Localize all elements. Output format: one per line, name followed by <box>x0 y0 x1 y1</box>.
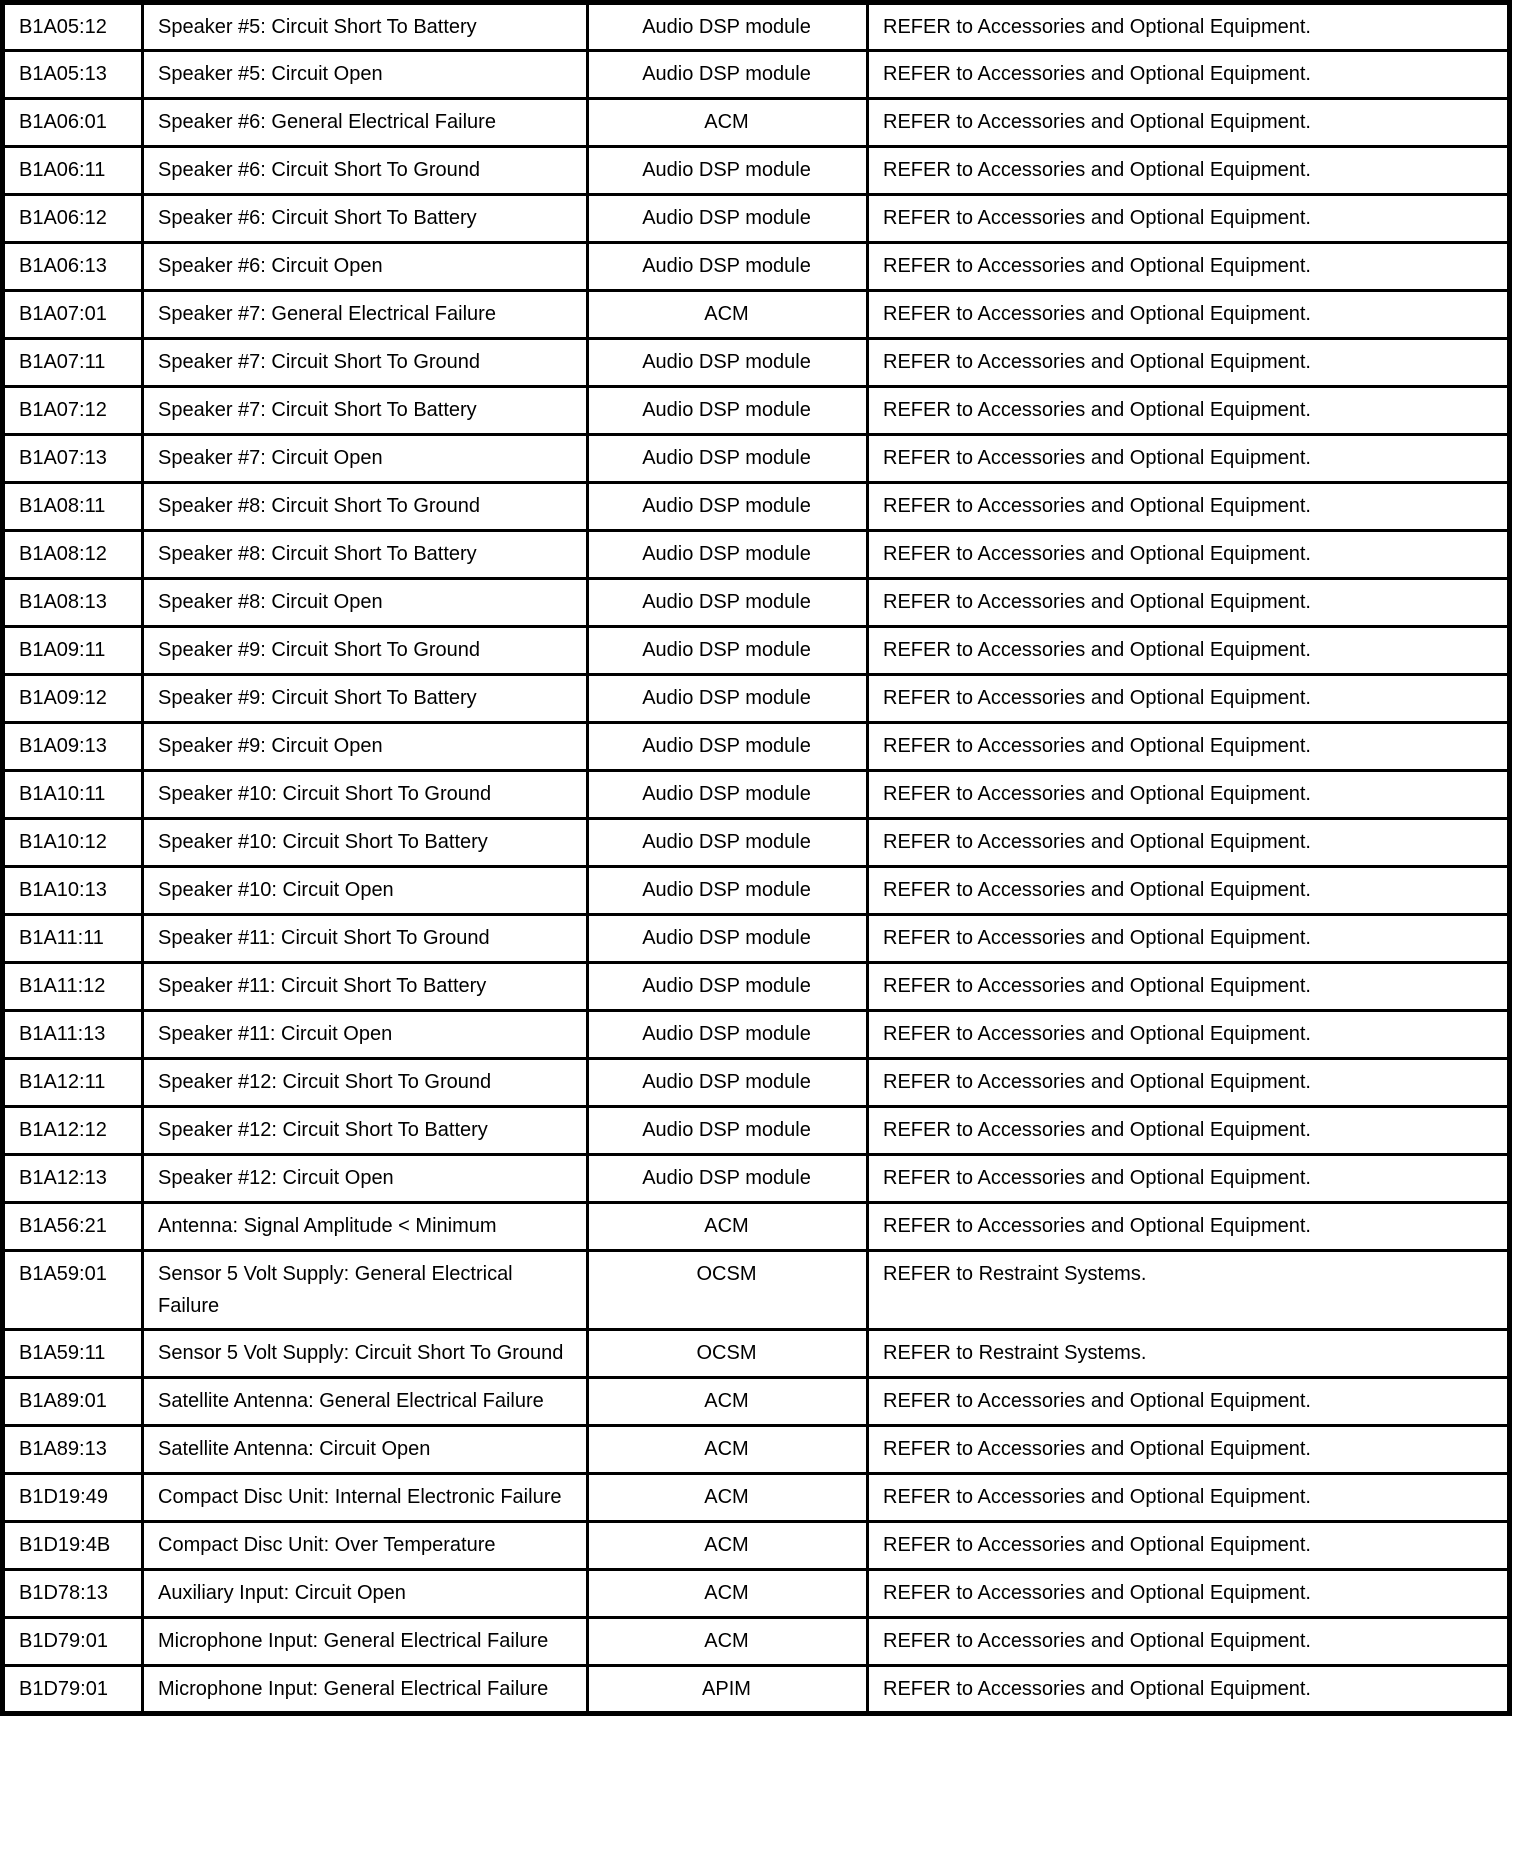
description-cell: Compact Disc Unit: Internal Electronic Failure <box>143 1474 588 1522</box>
description-cell: Speaker #11: Circuit Short To Ground <box>143 915 588 963</box>
code-cell: B1A07:12 <box>3 387 143 435</box>
description-cell: Speaker #7: General Electrical Failure <box>143 291 588 339</box>
table-row <box>3 3 1510 51</box>
table-row <box>3 1330 1510 1378</box>
module-cell: OCSM <box>588 1251 868 1330</box>
action-cell: REFER to Accessories and Optional Equipment. <box>868 1107 1510 1155</box>
table-row <box>3 147 1510 195</box>
code-cell: B1A08:11 <box>3 483 143 531</box>
action-cell: REFER to Accessories and Optional Equipment. <box>868 771 1510 819</box>
action-cell: REFER to Accessories and Optional Equipment. <box>868 579 1510 627</box>
code-cell: B1A06:13 <box>3 243 143 291</box>
description-cell: Speaker #7: Circuit Short To Battery <box>143 387 588 435</box>
table-row <box>3 819 1510 867</box>
module-cell: ACM <box>588 1378 868 1426</box>
table-row <box>3 387 1510 435</box>
description-cell: Speaker #9: Circuit Short To Ground <box>143 627 588 675</box>
code-cell: B1A12:11 <box>3 1059 143 1107</box>
table-row <box>3 1474 1510 1522</box>
table-row <box>3 771 1510 819</box>
action-cell: REFER to Accessories and Optional Equipment. <box>868 1618 1510 1666</box>
description-cell: Compact Disc Unit: Over Temperature <box>143 1522 588 1570</box>
module-cell: Audio DSP module <box>588 675 868 723</box>
code-cell: B1D19:4B <box>3 1522 143 1570</box>
code-cell: B1A11:13 <box>3 1011 143 1059</box>
module-cell: Audio DSP module <box>588 867 868 915</box>
code-cell: B1A09:13 <box>3 723 143 771</box>
description-cell: Speaker #12: Circuit Short To Battery <box>143 1107 588 1155</box>
description-cell: Speaker #6: Circuit Short To Battery <box>143 195 588 243</box>
description-cell: Speaker #10: Circuit Short To Battery <box>143 819 588 867</box>
description-cell: Auxiliary Input: Circuit Open <box>143 1570 588 1618</box>
module-cell: ACM <box>588 1618 868 1666</box>
table-row <box>3 1570 1510 1618</box>
description-cell: Satellite Antenna: General Electrical Failure <box>143 1378 588 1426</box>
action-cell: REFER to Accessories and Optional Equipment. <box>868 1059 1510 1107</box>
module-cell: ACM <box>588 1570 868 1618</box>
module-cell: Audio DSP module <box>588 579 868 627</box>
code-cell: B1D78:13 <box>3 1570 143 1618</box>
module-cell: ACM <box>588 1203 868 1251</box>
code-cell: B1A59:01 <box>3 1251 143 1330</box>
code-cell: B1A07:13 <box>3 435 143 483</box>
table-row <box>3 675 1510 723</box>
table-row <box>3 1107 1510 1155</box>
module-cell: ACM <box>588 291 868 339</box>
action-cell: REFER to Accessories and Optional Equipment. <box>868 963 1510 1011</box>
module-cell: Audio DSP module <box>588 531 868 579</box>
table-row <box>3 51 1510 99</box>
code-cell: B1A05:13 <box>3 51 143 99</box>
code-cell: B1D19:49 <box>3 1474 143 1522</box>
action-cell: REFER to Accessories and Optional Equipment. <box>868 435 1510 483</box>
code-cell: B1A10:13 <box>3 867 143 915</box>
action-cell: REFER to Accessories and Optional Equipment. <box>868 1522 1510 1570</box>
description-cell: Speaker #11: Circuit Open <box>143 1011 588 1059</box>
description-cell: Speaker #12: Circuit Short To Ground <box>143 1059 588 1107</box>
table-row <box>3 531 1510 579</box>
description-cell: Microphone Input: General Electrical Failure <box>143 1618 588 1666</box>
table-row <box>3 99 1510 147</box>
action-cell: REFER to Accessories and Optional Equipment. <box>868 243 1510 291</box>
table-row <box>3 1203 1510 1251</box>
module-cell: Audio DSP module <box>588 1155 868 1203</box>
action-cell: REFER to Restraint Systems. <box>868 1251 1510 1330</box>
module-cell: Audio DSP module <box>588 819 868 867</box>
module-cell: Audio DSP module <box>588 1011 868 1059</box>
table-row <box>3 1522 1510 1570</box>
module-cell: Audio DSP module <box>588 627 868 675</box>
description-cell: Speaker #7: Circuit Short To Ground <box>143 339 588 387</box>
code-cell: B1D79:01 <box>3 1618 143 1666</box>
module-cell: OCSM <box>588 1330 868 1378</box>
action-cell: REFER to Accessories and Optional Equipment. <box>868 1378 1510 1426</box>
description-cell: Sensor 5 Volt Supply: General Electrical Failure <box>143 1251 588 1330</box>
description-cell: Speaker #8: Circuit Open <box>143 579 588 627</box>
code-cell: B1D79:01 <box>3 1666 143 1714</box>
module-cell: Audio DSP module <box>588 963 868 1011</box>
action-cell: REFER to Accessories and Optional Equipment. <box>868 1570 1510 1618</box>
description-cell: Microphone Input: General Electrical Failure <box>143 1666 588 1714</box>
table-row <box>3 1011 1510 1059</box>
code-cell: B1A06:11 <box>3 147 143 195</box>
table-row <box>3 579 1510 627</box>
action-cell: REFER to Accessories and Optional Equipment. <box>868 51 1510 99</box>
action-cell: REFER to Accessories and Optional Equipment. <box>868 339 1510 387</box>
table-row <box>3 1378 1510 1426</box>
module-cell: Audio DSP module <box>588 195 868 243</box>
table-row <box>3 1666 1510 1714</box>
description-cell: Speaker #8: Circuit Short To Ground <box>143 483 588 531</box>
description-cell: Speaker #5: Circuit Short To Battery <box>143 3 588 51</box>
description-cell: Satellite Antenna: Circuit Open <box>143 1426 588 1474</box>
table-row <box>3 291 1510 339</box>
code-cell: B1A59:11 <box>3 1330 143 1378</box>
description-cell: Speaker #6: General Electrical Failure <box>143 99 588 147</box>
code-cell: B1A05:12 <box>3 3 143 51</box>
table-row <box>3 627 1510 675</box>
action-cell: REFER to Accessories and Optional Equipment. <box>868 531 1510 579</box>
module-cell: Audio DSP module <box>588 771 868 819</box>
action-cell: REFER to Accessories and Optional Equipment. <box>868 915 1510 963</box>
module-cell: Audio DSP module <box>588 339 868 387</box>
module-cell: Audio DSP module <box>588 1059 868 1107</box>
table-row <box>3 723 1510 771</box>
action-cell: REFER to Accessories and Optional Equipment. <box>868 147 1510 195</box>
description-cell: Speaker #10: Circuit Short To Ground <box>143 771 588 819</box>
description-cell: Speaker #8: Circuit Short To Battery <box>143 531 588 579</box>
code-cell: B1A11:12 <box>3 963 143 1011</box>
action-cell: REFER to Accessories and Optional Equipment. <box>868 1426 1510 1474</box>
description-cell: Speaker #12: Circuit Open <box>143 1155 588 1203</box>
module-cell: Audio DSP module <box>588 435 868 483</box>
code-cell: B1A89:01 <box>3 1378 143 1426</box>
action-cell: REFER to Accessories and Optional Equipment. <box>868 291 1510 339</box>
table-row <box>3 1155 1510 1203</box>
table-row <box>3 1618 1510 1666</box>
module-cell: Audio DSP module <box>588 723 868 771</box>
table-row <box>3 1426 1510 1474</box>
description-cell: Speaker #9: Circuit Open <box>143 723 588 771</box>
code-cell: B1A06:12 <box>3 195 143 243</box>
table-row <box>3 339 1510 387</box>
table-row <box>3 195 1510 243</box>
description-cell: Speaker #11: Circuit Short To Battery <box>143 963 588 1011</box>
description-cell: Speaker #7: Circuit Open <box>143 435 588 483</box>
module-cell: ACM <box>588 1522 868 1570</box>
action-cell: REFER to Accessories and Optional Equipment. <box>868 195 1510 243</box>
description-cell: Speaker #5: Circuit Open <box>143 51 588 99</box>
action-cell: REFER to Accessories and Optional Equipment. <box>868 1011 1510 1059</box>
table-row <box>3 1059 1510 1107</box>
code-cell: B1A08:13 <box>3 579 143 627</box>
action-cell: REFER to Accessories and Optional Equipment. <box>868 3 1510 51</box>
code-cell: B1A10:11 <box>3 771 143 819</box>
module-cell: Audio DSP module <box>588 147 868 195</box>
module-cell: Audio DSP module <box>588 387 868 435</box>
dtc-table-body <box>3 3 1510 1714</box>
table-row <box>3 963 1510 1011</box>
code-cell: B1A07:01 <box>3 291 143 339</box>
module-cell: Audio DSP module <box>588 3 868 51</box>
table-row <box>3 243 1510 291</box>
action-cell: REFER to Accessories and Optional Equipment. <box>868 483 1510 531</box>
table-row <box>3 915 1510 963</box>
code-cell: B1A08:12 <box>3 531 143 579</box>
action-cell: REFER to Accessories and Optional Equipment. <box>868 675 1510 723</box>
module-cell: Audio DSP module <box>588 915 868 963</box>
code-cell: B1A11:11 <box>3 915 143 963</box>
action-cell: REFER to Accessories and Optional Equipment. <box>868 1155 1510 1203</box>
module-cell: Audio DSP module <box>588 483 868 531</box>
table-row <box>3 867 1510 915</box>
description-cell: Speaker #9: Circuit Short To Battery <box>143 675 588 723</box>
description-cell: Speaker #10: Circuit Open <box>143 867 588 915</box>
module-cell: ACM <box>588 99 868 147</box>
code-cell: B1A06:01 <box>3 99 143 147</box>
module-cell: Audio DSP module <box>588 51 868 99</box>
action-cell: REFER to Accessories and Optional Equipment. <box>868 819 1510 867</box>
action-cell: REFER to Accessories and Optional Equipment. <box>868 1203 1510 1251</box>
table-row <box>3 483 1510 531</box>
code-cell: B1A10:12 <box>3 819 143 867</box>
description-cell: Antenna: Signal Amplitude < Minimum <box>143 1203 588 1251</box>
module-cell: ACM <box>588 1474 868 1522</box>
action-cell: REFER to Accessories and Optional Equipment. <box>868 867 1510 915</box>
module-cell: ACM <box>588 1426 868 1474</box>
action-cell: REFER to Accessories and Optional Equipment. <box>868 1474 1510 1522</box>
action-cell: REFER to Accessories and Optional Equipment. <box>868 1666 1510 1714</box>
table-row <box>3 435 1510 483</box>
code-cell: B1A12:12 <box>3 1107 143 1155</box>
action-cell: REFER to Accessories and Optional Equipment. <box>868 627 1510 675</box>
module-cell: Audio DSP module <box>588 243 868 291</box>
module-cell: Audio DSP module <box>588 1107 868 1155</box>
code-cell: B1A07:11 <box>3 339 143 387</box>
description-cell: Speaker #6: Circuit Open <box>143 243 588 291</box>
action-cell: REFER to Accessories and Optional Equipment. <box>868 99 1510 147</box>
code-cell: B1A09:12 <box>3 675 143 723</box>
code-cell: B1A09:11 <box>3 627 143 675</box>
code-cell: B1A89:13 <box>3 1426 143 1474</box>
description-cell: Speaker #6: Circuit Short To Ground <box>143 147 588 195</box>
action-cell: REFER to Accessories and Optional Equipment. <box>868 723 1510 771</box>
action-cell: REFER to Restraint Systems. <box>868 1330 1510 1378</box>
code-cell: B1A56:21 <box>3 1203 143 1251</box>
module-cell: APIM <box>588 1666 868 1714</box>
description-cell: Sensor 5 Volt Supply: Circuit Short To Ground <box>143 1330 588 1378</box>
code-cell: B1A12:13 <box>3 1155 143 1203</box>
action-cell: REFER to Accessories and Optional Equipment. <box>868 387 1510 435</box>
table-row <box>3 1251 1510 1330</box>
